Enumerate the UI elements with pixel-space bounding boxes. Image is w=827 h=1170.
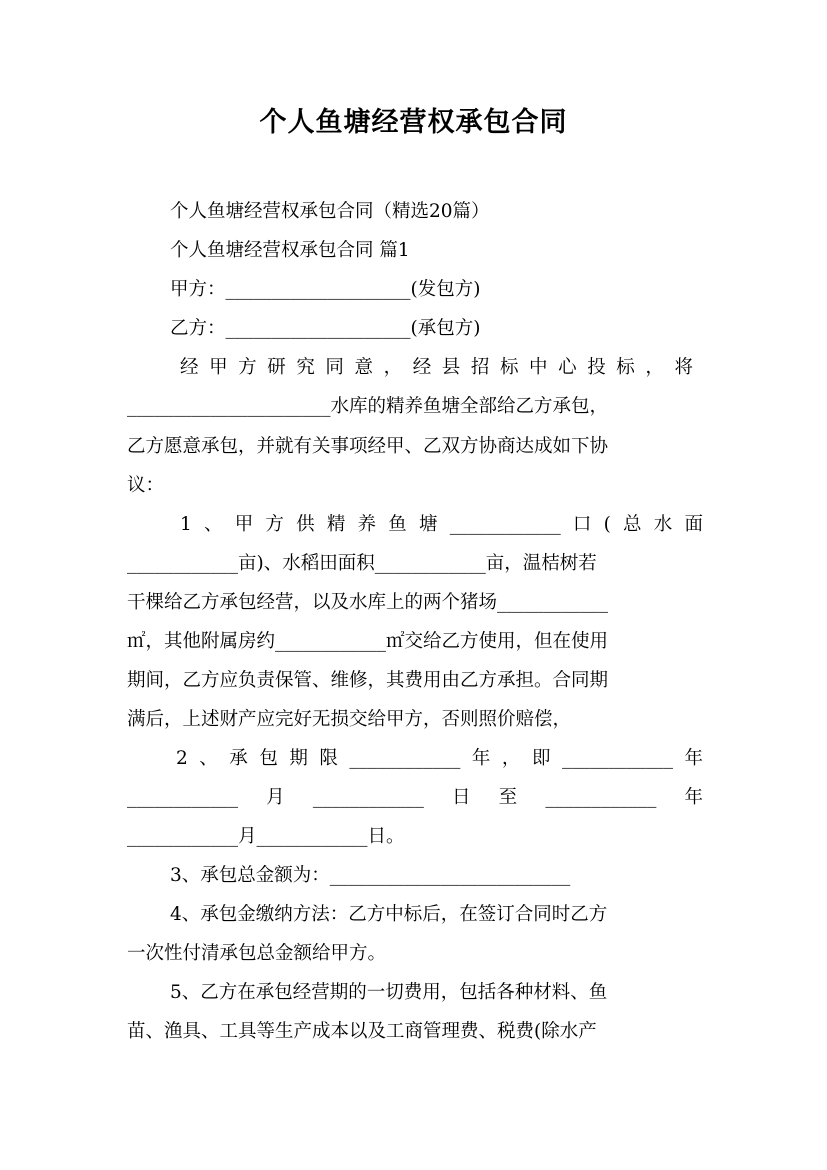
clause-2-line: 2、承包期限____________年，即____________年 bbox=[176, 748, 703, 769]
section-heading: 个人鱼塘经营权承包合同 篇1 bbox=[170, 240, 410, 261]
party-a-line: 甲方：____________________(发包方) bbox=[170, 279, 481, 300]
clause-1-line: 期间，乙方应负责保管、维修，其费用由乙方承担。合同期 bbox=[127, 670, 609, 691]
clause-4-line: 一次性付清承包总金额给甲方。 bbox=[127, 943, 387, 964]
document-title: 个人鱼塘经营权承包合同 bbox=[259, 107, 568, 138]
clause-1-line: 满后，上述财产应完好无损交给甲方，否则照价赔偿， bbox=[127, 709, 572, 730]
paragraph-line: 议： bbox=[127, 475, 165, 496]
paragraph-line: 乙方愿意承包，并就有关事项经甲、乙双方协商达成如下协 bbox=[127, 436, 609, 457]
clause-3-line: 3、承包总金额为：__________________________ bbox=[170, 865, 571, 886]
clause-1-line: ㎡，其他附属房约____________㎡交给乙方使用，但在使用 bbox=[127, 631, 609, 652]
paragraph-line: ______________________水库的精养鱼塘全部给乙方承包， bbox=[127, 396, 609, 417]
clause-1-line: 干棵给乙方承包经营，以及水库上的两个猪场____________ bbox=[127, 592, 609, 613]
clause-2-line: ____________月____________日至____________年 bbox=[127, 787, 703, 808]
clause-5-line: 苗、渔具、工具等生产成本以及工商管理费、税费(除水产 bbox=[127, 1021, 597, 1042]
clause-5-line: 5、乙方在承包经营期的一切费用，包括各种材料、鱼 bbox=[170, 982, 608, 1003]
clause-4-line: 4、承包金缴纳方法：乙方中标后，在签订合同时乙方 bbox=[170, 904, 608, 925]
party-b-line: 乙方：____________________(承包方) bbox=[170, 318, 481, 339]
clause-1-line: ____________亩)、水稻田面积____________亩，温桔树若 bbox=[127, 553, 597, 574]
clause-2-line: ____________月____________日。 bbox=[127, 826, 405, 847]
paragraph-line: 经甲方研究同意，经县招标中心投标，将 bbox=[180, 357, 703, 378]
subtitle-line: 个人鱼塘经营权承包合同（精选20篇） bbox=[170, 201, 490, 222]
clause-1-line: 1、甲方供精养鱼塘____________口(总水面 bbox=[180, 514, 703, 535]
